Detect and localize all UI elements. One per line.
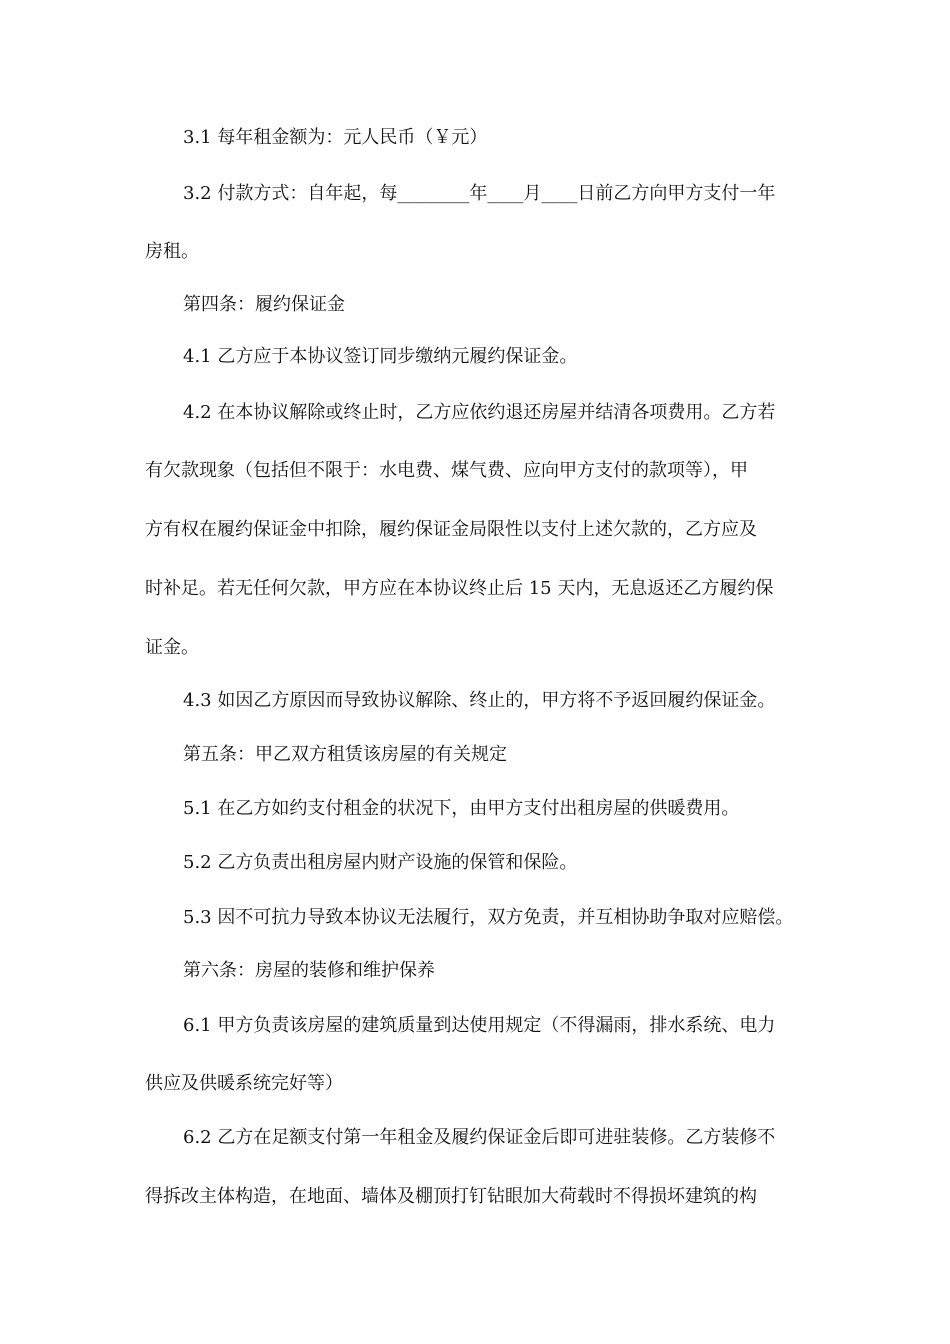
clause-5-1: 5.1 在乙方如约支付租金的状况下，由甲方支付出租房屋的供暖费用。 — [183, 798, 740, 819]
clause-3-2: 3.2 付款方式：自年起，每________年____月____日前乙方向甲方支付一年 — [183, 183, 776, 204]
clause-5-2: 5.2 乙方负责出租房屋内财产设施的保管和保险。 — [183, 852, 578, 873]
clause-6-2: 6.2 乙方在足额支付第一年租金及履约保证金后即可进驻装修。乙方装修不 — [183, 1127, 776, 1148]
clause-4-3: 4.3 如因乙方原因而导致协议解除、终止的，甲方将不予返回履约保证金。 — [183, 690, 776, 711]
clause-5-3: 5.3 因不可抗力导致本协议无法履行，双方免责，并互相协助争取对应赔偿。 — [183, 907, 794, 928]
clause-4-1: 4.1 乙方应于本协议签订同步缴纳元履约保证金。 — [183, 346, 578, 367]
clause-4-2-cont-4: 证金。 — [145, 637, 199, 658]
clause-6-2-cont: 得拆改主体构造，在地面、墙体及棚顶打钉钻眼加大荷载时不得损坏建筑的构 — [145, 1186, 757, 1207]
clause-3-2-cont: 房租。 — [145, 241, 199, 262]
clause-6-1: 6.1 甲方负责该房屋的建筑质量到达使用规定（不得漏雨，排水系统、电力 — [183, 1015, 776, 1036]
article-5-heading: 第五条：甲乙双方租赁该房屋的有关规定 — [183, 744, 507, 765]
clause-4-2-cont-2: 方有权在履约保证金中扣除，履约保证金局限性以支付上述欠款的，乙方应及 — [145, 519, 757, 540]
clause-6-1-cont: 供应及供暖系统完好等） — [145, 1073, 343, 1094]
clause-4-2-cont-1: 有欠款现象（包括但不限于：水电费、煤气费、应向甲方支付的款项等），甲 — [145, 460, 748, 481]
clause-4-2: 4.2 在本协议解除或终止时，乙方应依约退还房屋并结清各项费用。乙方若 — [183, 402, 776, 423]
article-4-heading: 第四条：履约保证金 — [183, 294, 345, 315]
clause-4-2-cont-3: 时补足。若无任何欠款，甲方应在本协议终止后 15 天内，无息返还乙方履约保 — [145, 578, 774, 599]
clause-3-1: 3.1 每年租金额为：元人民币（￥元） — [183, 127, 488, 148]
article-6-heading: 第六条：房屋的装修和维护保养 — [183, 960, 435, 981]
